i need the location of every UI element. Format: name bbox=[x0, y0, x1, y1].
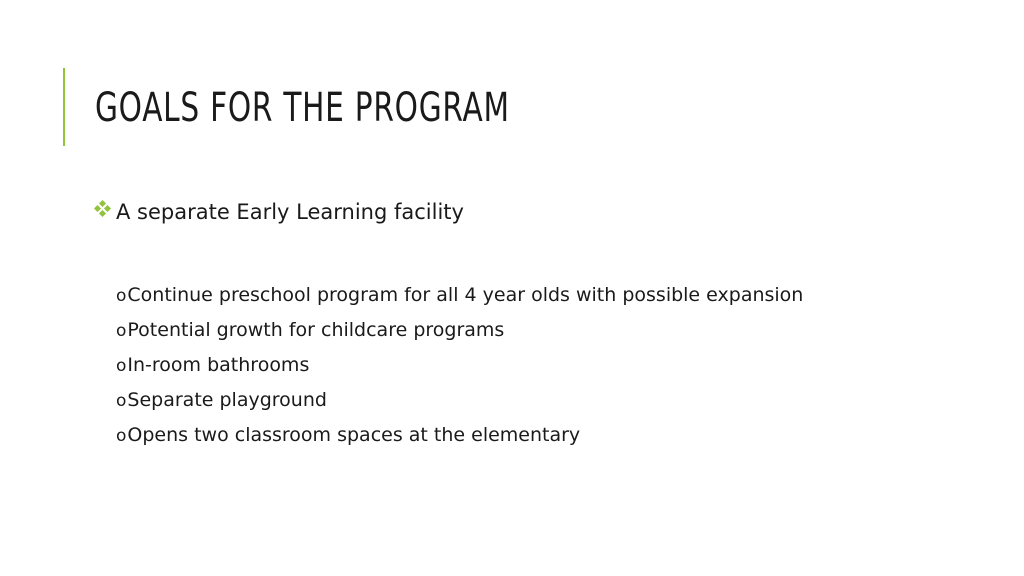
circle-bullet-icon: o bbox=[116, 356, 127, 376]
sub-bullet-text: Separate playground bbox=[127, 389, 327, 411]
circle-bullet-icon: o bbox=[116, 321, 127, 341]
sub-bullet-text: In-room bathrooms bbox=[127, 354, 310, 376]
sub-bullet-item bbox=[116, 348, 972, 383]
sub-bullet-item bbox=[116, 418, 972, 453]
sub-bullet-text: Continue preschool program for all 4 year olds with possible expansion bbox=[127, 284, 804, 306]
circle-bullet-icon: o bbox=[116, 391, 127, 411]
bullet-item bbox=[92, 196, 972, 228]
sub-bullet-item bbox=[116, 313, 972, 348]
sub-bullet-list bbox=[92, 278, 972, 453]
circle-bullet-icon: o bbox=[116, 286, 127, 306]
sub-bullet-text: Potential growth for childcare programs bbox=[127, 319, 505, 341]
sub-bullet-item bbox=[116, 278, 972, 313]
title-accent-bar bbox=[63, 68, 65, 146]
sub-bullet-item bbox=[116, 383, 972, 418]
slide-content bbox=[92, 196, 972, 453]
diamond-cluster-icon bbox=[92, 201, 114, 217]
slide-title: GOALS FOR THE PROGRAM bbox=[95, 85, 510, 131]
circle-bullet-icon: o bbox=[116, 426, 127, 446]
bullet-text: A separate Early Learning facility bbox=[116, 200, 464, 224]
sub-bullet-text: Opens two classroom spaces at the elementary bbox=[127, 424, 581, 446]
